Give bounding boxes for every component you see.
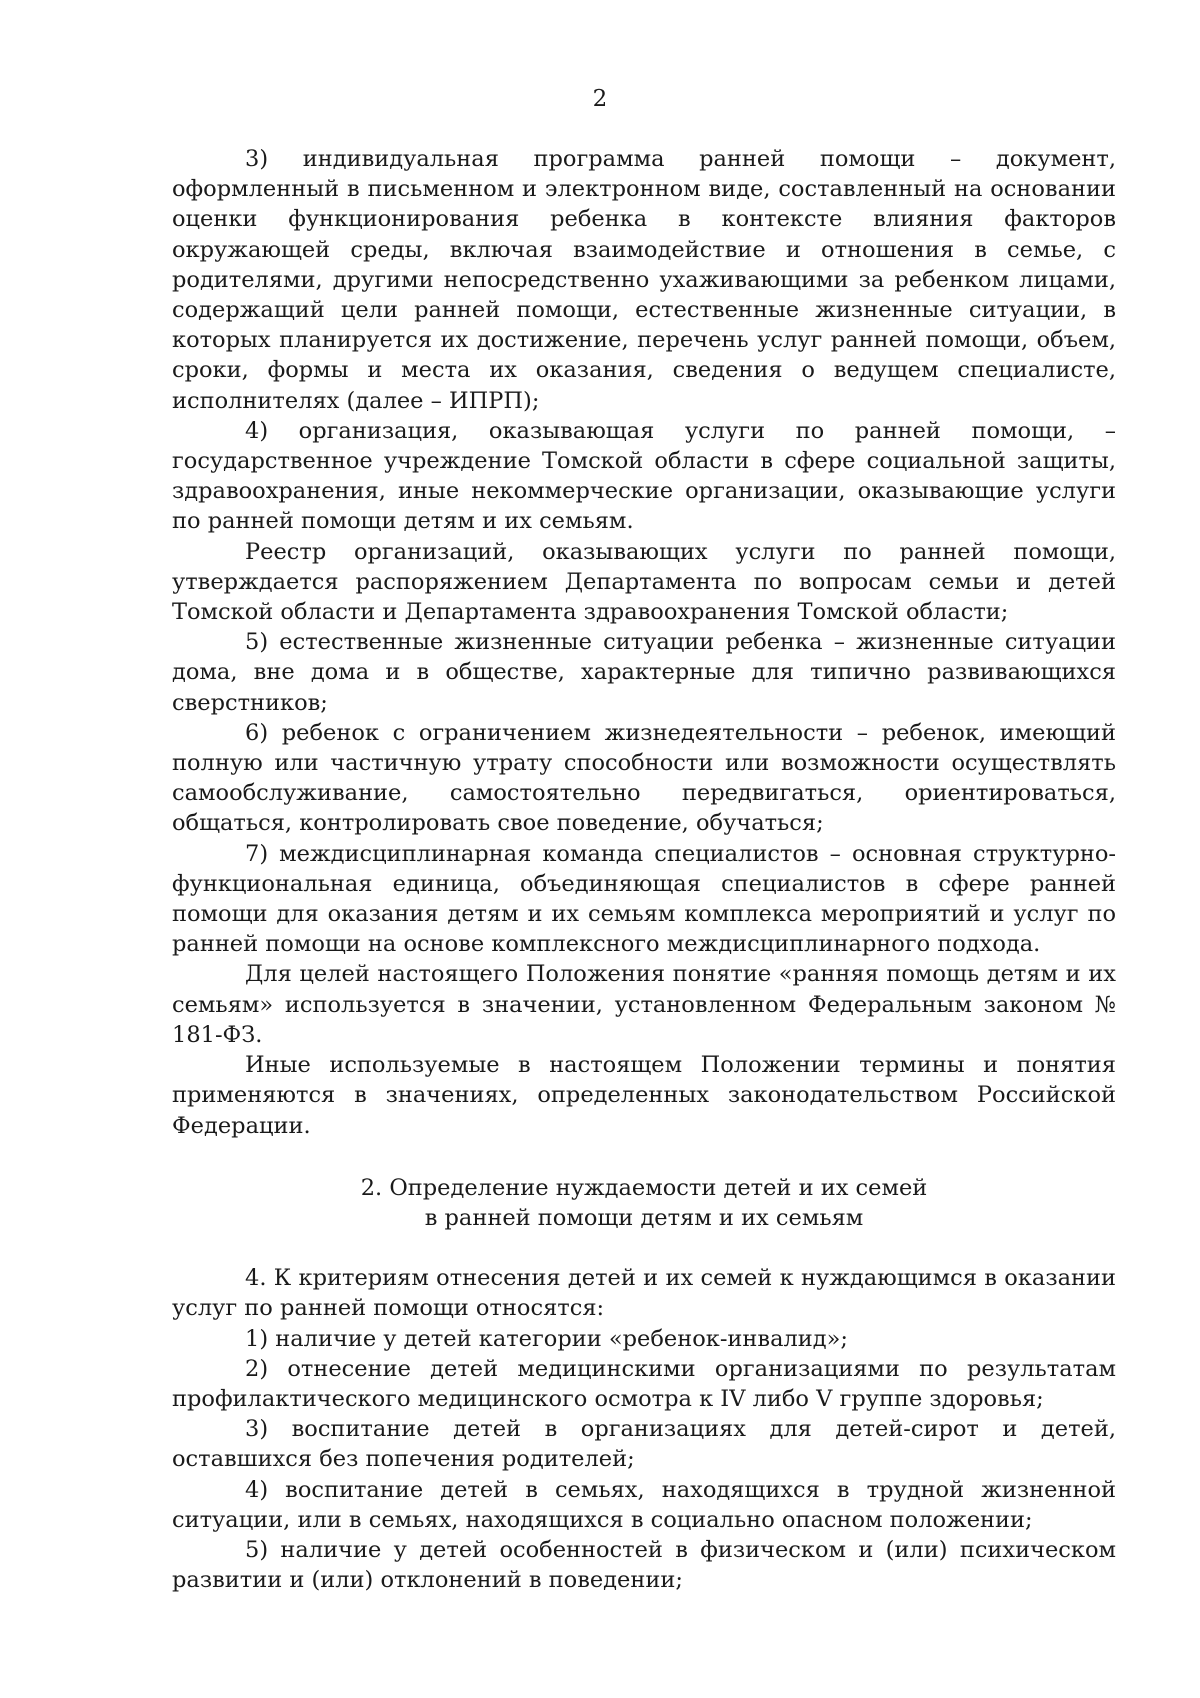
- definition-paragraph: 4) организация, оказывающая услуги по ранней помощи, – государственное учреждение Томской области в сфере социальной защиты, здравоохранения, иные некоммерческие организации, оказывающие услуги по ранней помощи детям и их семьям.: [172, 417, 1116, 535]
- definition-paragraph: Для целей настоящего Положения понятие «ранняя помощь детям и их семьям» используется в значении, установленном Федеральным законом № 181-ФЗ.: [172, 961, 1116, 1048]
- document-body: [172, 144, 1116, 1595]
- section-heading-line-2: в ранней помощи детям и их семьям: [424, 1204, 864, 1231]
- criteria-item: 1) наличие у детей категории «ребенок-инвалид»;: [245, 1325, 848, 1352]
- definition-paragraph: 7) междисциплинарная команда специалистов – основная структурно-функциональная единица, объединяющая специалистов в сфере ранней помощи для оказания детям и их семьям комплекса мероприятий и услуг по ранней помощи на основе комплексного междисциплинарного подхода.: [172, 840, 1116, 958]
- definition-paragraph: 6) ребенок с ограничением жизнедеятельности – ребенок, имеющий полную или частичную утрату способности или возможности осуществлять самообслуживание, самостоятельно передвигаться, ориентироваться, общаться, контролировать свое поведение, обучаться;: [172, 719, 1116, 837]
- criteria-item: 4) воспитание детей в семьях, находящихся в трудной жизненной ситуации, или в семьях, находящихся в социально опасном положении;: [172, 1476, 1116, 1533]
- page-number: 2: [592, 86, 608, 112]
- definition-paragraph: Иные используемые в настоящем Положении термины и понятия применяются в значениях, определенных законодательством Российской Федерации.: [172, 1052, 1116, 1139]
- criteria-intro-paragraph: 4. К критериям отнесения детей и их семей к нуждающимся в оказании услуг по ранней помощи относятся:: [172, 1265, 1116, 1322]
- criteria-item: 2) отнесение детей медицинскими организациями по результатам профилактического медицинского осмотра к IV либо V группе здоровья;: [172, 1355, 1116, 1412]
- definition-paragraph: 3) индивидуальная программа ранней помощи – документ, оформленный в письменном и электронном виде, составленный на основании оценки функционирования ребенка в контексте влияния факторов окружающей среды, включая взаимодействие и отношения в семье, с родителями, другими непосредственно ухаживающими за ребенком лицами, содержащий цели ранней помощи, естественные жизненные ситуации, в которых планируется их достижение, перечень услуг ранней помощи, объем, сроки, формы и места их оказания, сведения о ведущем специалисте, исполнителях (далее – ИПРП);: [172, 146, 1116, 414]
- definition-paragraph: Реестр организаций, оказывающих услуги по ранней помощи, утверждается распоряжением Департамента по вопросам семьи и детей Томской области и Департамента здравоохранения Томской области;: [172, 538, 1116, 626]
- criteria-item: 3) воспитание детей в организациях для детей-сирот и детей, оставшихся без попечения родителей;: [172, 1416, 1116, 1473]
- section-heading-line-1: 2. Определение нуждаемости детей и их семей: [360, 1174, 928, 1201]
- section-heading: [172, 1173, 1116, 1233]
- criteria-item: 5) наличие у детей особенностей в физическом и (или) психическом развитии и (или) отклонений в поведении;: [172, 1536, 1116, 1594]
- definition-paragraph: 5) естественные жизненные ситуации ребенка – жизненные ситуации дома, вне дома и в обществе, характерные для типично развивающихся сверстников;: [172, 629, 1116, 716]
